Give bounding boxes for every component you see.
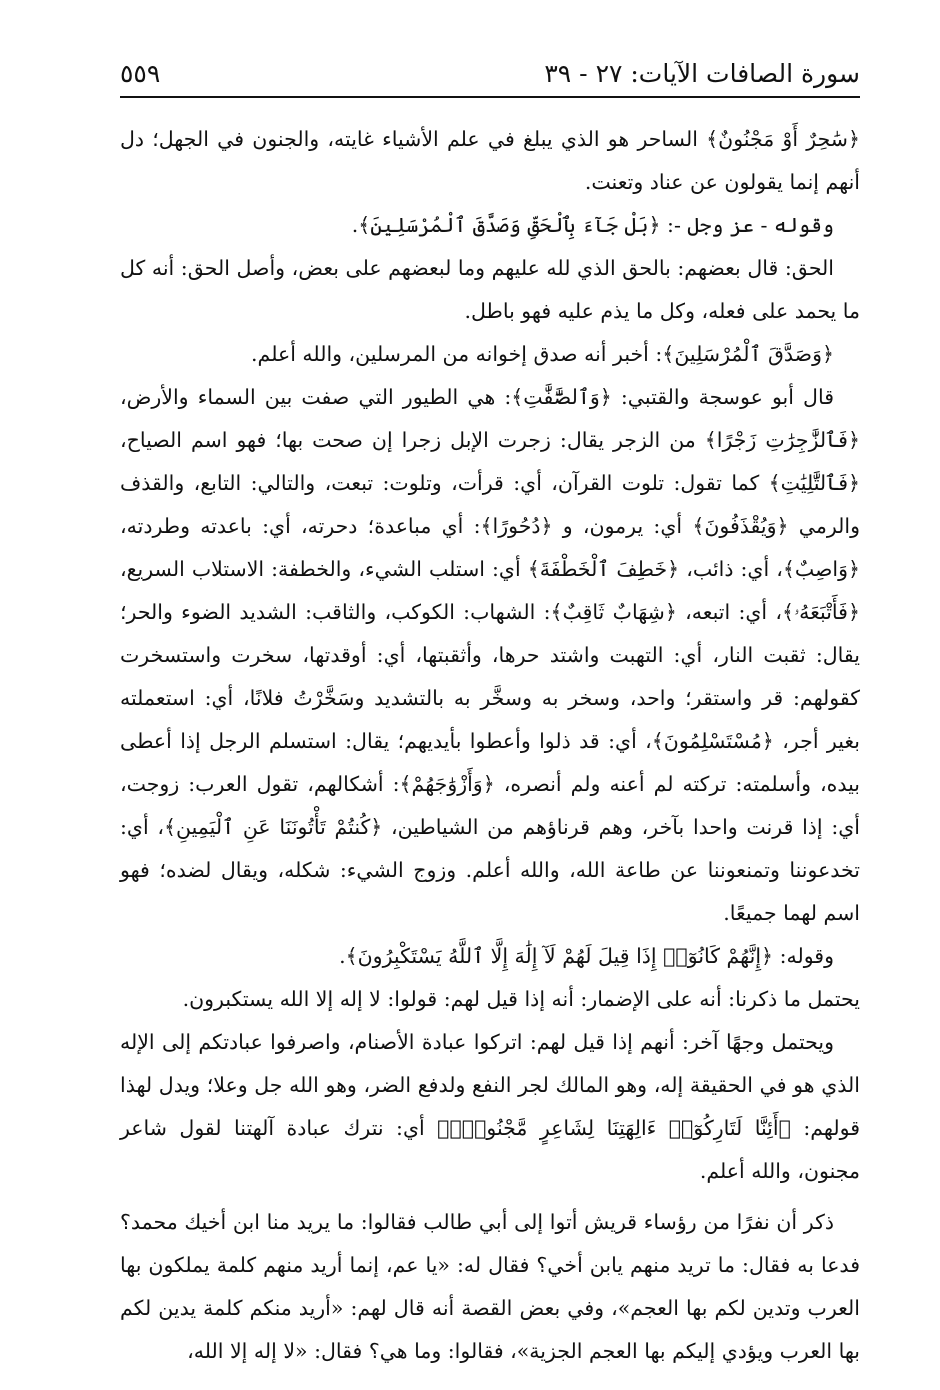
paragraph: ذكر أن نفرًا من رؤساء قريش أتوا إلى أبي طالب فقالوا: ما يريد منا ابن أخيك محمد؟ فدعا به فقال: ما تريد منهم يابن أخي؟ فقال له: «يا عم، إنما أريد منهم كلمة يملكون بها العرب وتدين لكم بها العجم»، وفي بعض القصة أنه قال لهم: «أريد منكم كلمة يدين لكم بها العرب ويؤدي إليكم بها العجم الجزية»، فقالوا: وما هي؟ فقال: «لا إله إلا الله، xyxy=(120,1210,860,1363)
paragraph: وقوله: ﴿إِنَّهُمْ كَانُوٓا۟ إِذَا قِيلَ لَهُمْ لَآ إِلَٰهَ إِلَّا ٱللَّهُ يَسْتَكْبِرُونَ﴾. xyxy=(339,944,834,968)
paragraph: وقوله - عز وجل -: ﴿بَلْ جَآءَ بِٱلْحَقِّ وَصَدَّقَ ٱلْمُرْسَلِينَ﴾. xyxy=(351,213,834,237)
page-number: ٥٥٩ xyxy=(120,59,161,88)
surah-title: سورة الصافات الآيات: ٢٧ - ٣٩ xyxy=(544,59,860,88)
paragraph: قال أبو عوسجة والقتبي: ﴿وَٱلصَّٰٓفَّٰتِ﴾: هي الطيور التي صفت بين السماء والأرض، ﴿فَٱلزَّٰجِرَٰتِ زَجْرًا﴾ من الزجر يقال: زجرت الإبل زجرا إن صحت بها؛ فهو اسم الصياح، ﴿فَٱلتَّٰلِيَٰتِ﴾ كما تقول: تلوت القرآن، أي: قرأت، وتلوت: تبعت، والتالي: التابع، والقذف والرمي ﴿وَيُقْذَفُونَ﴾ أي: يرمون، و ﴿دُحُورًا﴾: أي مباعدة؛ دحرته، أي: باعدته وطردته، ﴿وَاصِبٌ﴾، أي: ذائب، ﴿خَطِفَ ٱلْخَطْفَةَ﴾ أي: استلب الشيء، والخطفة: الاستلاب السريع، ﴿فَأَتْبَعَهُۥ﴾، أي: اتبعه، ﴿شِهَابٌ ثَاقِبٌ﴾: الشهاب: الكوكب، والثاقب: الشديد الضوء والحر؛ يقال: ثقبت النار، أي: التهبت واشتد حرها، وأثقبتها، أي: أوقدتها، سخرت واستسخرت كقولهم: قر واستقر؛ واحد، وسخر به وسخَّر به بالتشديد وسَخَّرْتُ فلانًا، أي: استعملته بغير أجر، ﴿مُسْتَسْلِمُونَ﴾، أي: قد ذلوا وأعطوا بأيديهم؛ يقال: استسلم الرجل إذا أعطى بيده، وأسلمته: تركته لم أعنه ولم أنصره، ﴿وَأَزْوَٰجَهُمْ﴾: أشكالهم، تقول العرب: زوجت، أي: إذا قرنت واحدا بآخر، وهم قرناؤهم من الشياطين، ﴿كُنتُمْ تَأْتُونَنَا عَنِ ٱلْيَمِينِ﴾، أي: تخدعوننا وتمنعوننا عن طاعة الله، والله أعلم. وزوج الشيء: شكله، ويقال لضده؛ فهو اسم لهما جميعًا. xyxy=(120,385,860,925)
paragraph: ﴿سَٰحِرٌ أَوْ مَجْنُونٌ﴾ الساحر هو الذي يبلغ في علم الأشياء غايته، والجنون في الجهل؛ دل أنهم إنما يقولون عن عناد وتعنت. xyxy=(120,127,860,194)
paragraph: يحتمل ما ذكرنا: أنه على الإضمار: أنه إذا قيل لهم: قولوا: لا إله إلا الله يستكبرون. xyxy=(182,987,860,1011)
page-body xyxy=(120,118,860,1373)
paragraph: ﴿وَصَدَّقَ ٱلْمُرْسَلِينَ﴾: أخبر أنه صدق إخوانه من المرسلين، والله أعلم. xyxy=(251,342,834,366)
paragraph: ويحتمل وجهًا آخر: أنهم إذا قيل لهم: اتركوا عبادة الأصنام، واصرفوا عبادتكم إلى الإله الذي هو في الحقيقة إله، وهو المالك لجر النفع ولدفع الضر، وهو الله جل وعلا؛ ويدل لهذا قولهم: ﴿أَئِنَّا لَتَارِكُوٓا۟ ءَالِهَتِنَا لِشَاعِرٍ مَّجْنُونٍۭ﴾ أي: نترك عبادة آلهتنا لقول شاعر مجنون، والله أعلم. xyxy=(120,1030,860,1183)
running-header xyxy=(120,58,860,98)
paragraph: الحق: قال بعضهم: بالحق الذي لله عليهم وما لبعضهم على بعض، وأصل الحق: أنه كل ما يحمد على فعله، وكل ما يذم عليه فهو باطل. xyxy=(120,256,860,323)
